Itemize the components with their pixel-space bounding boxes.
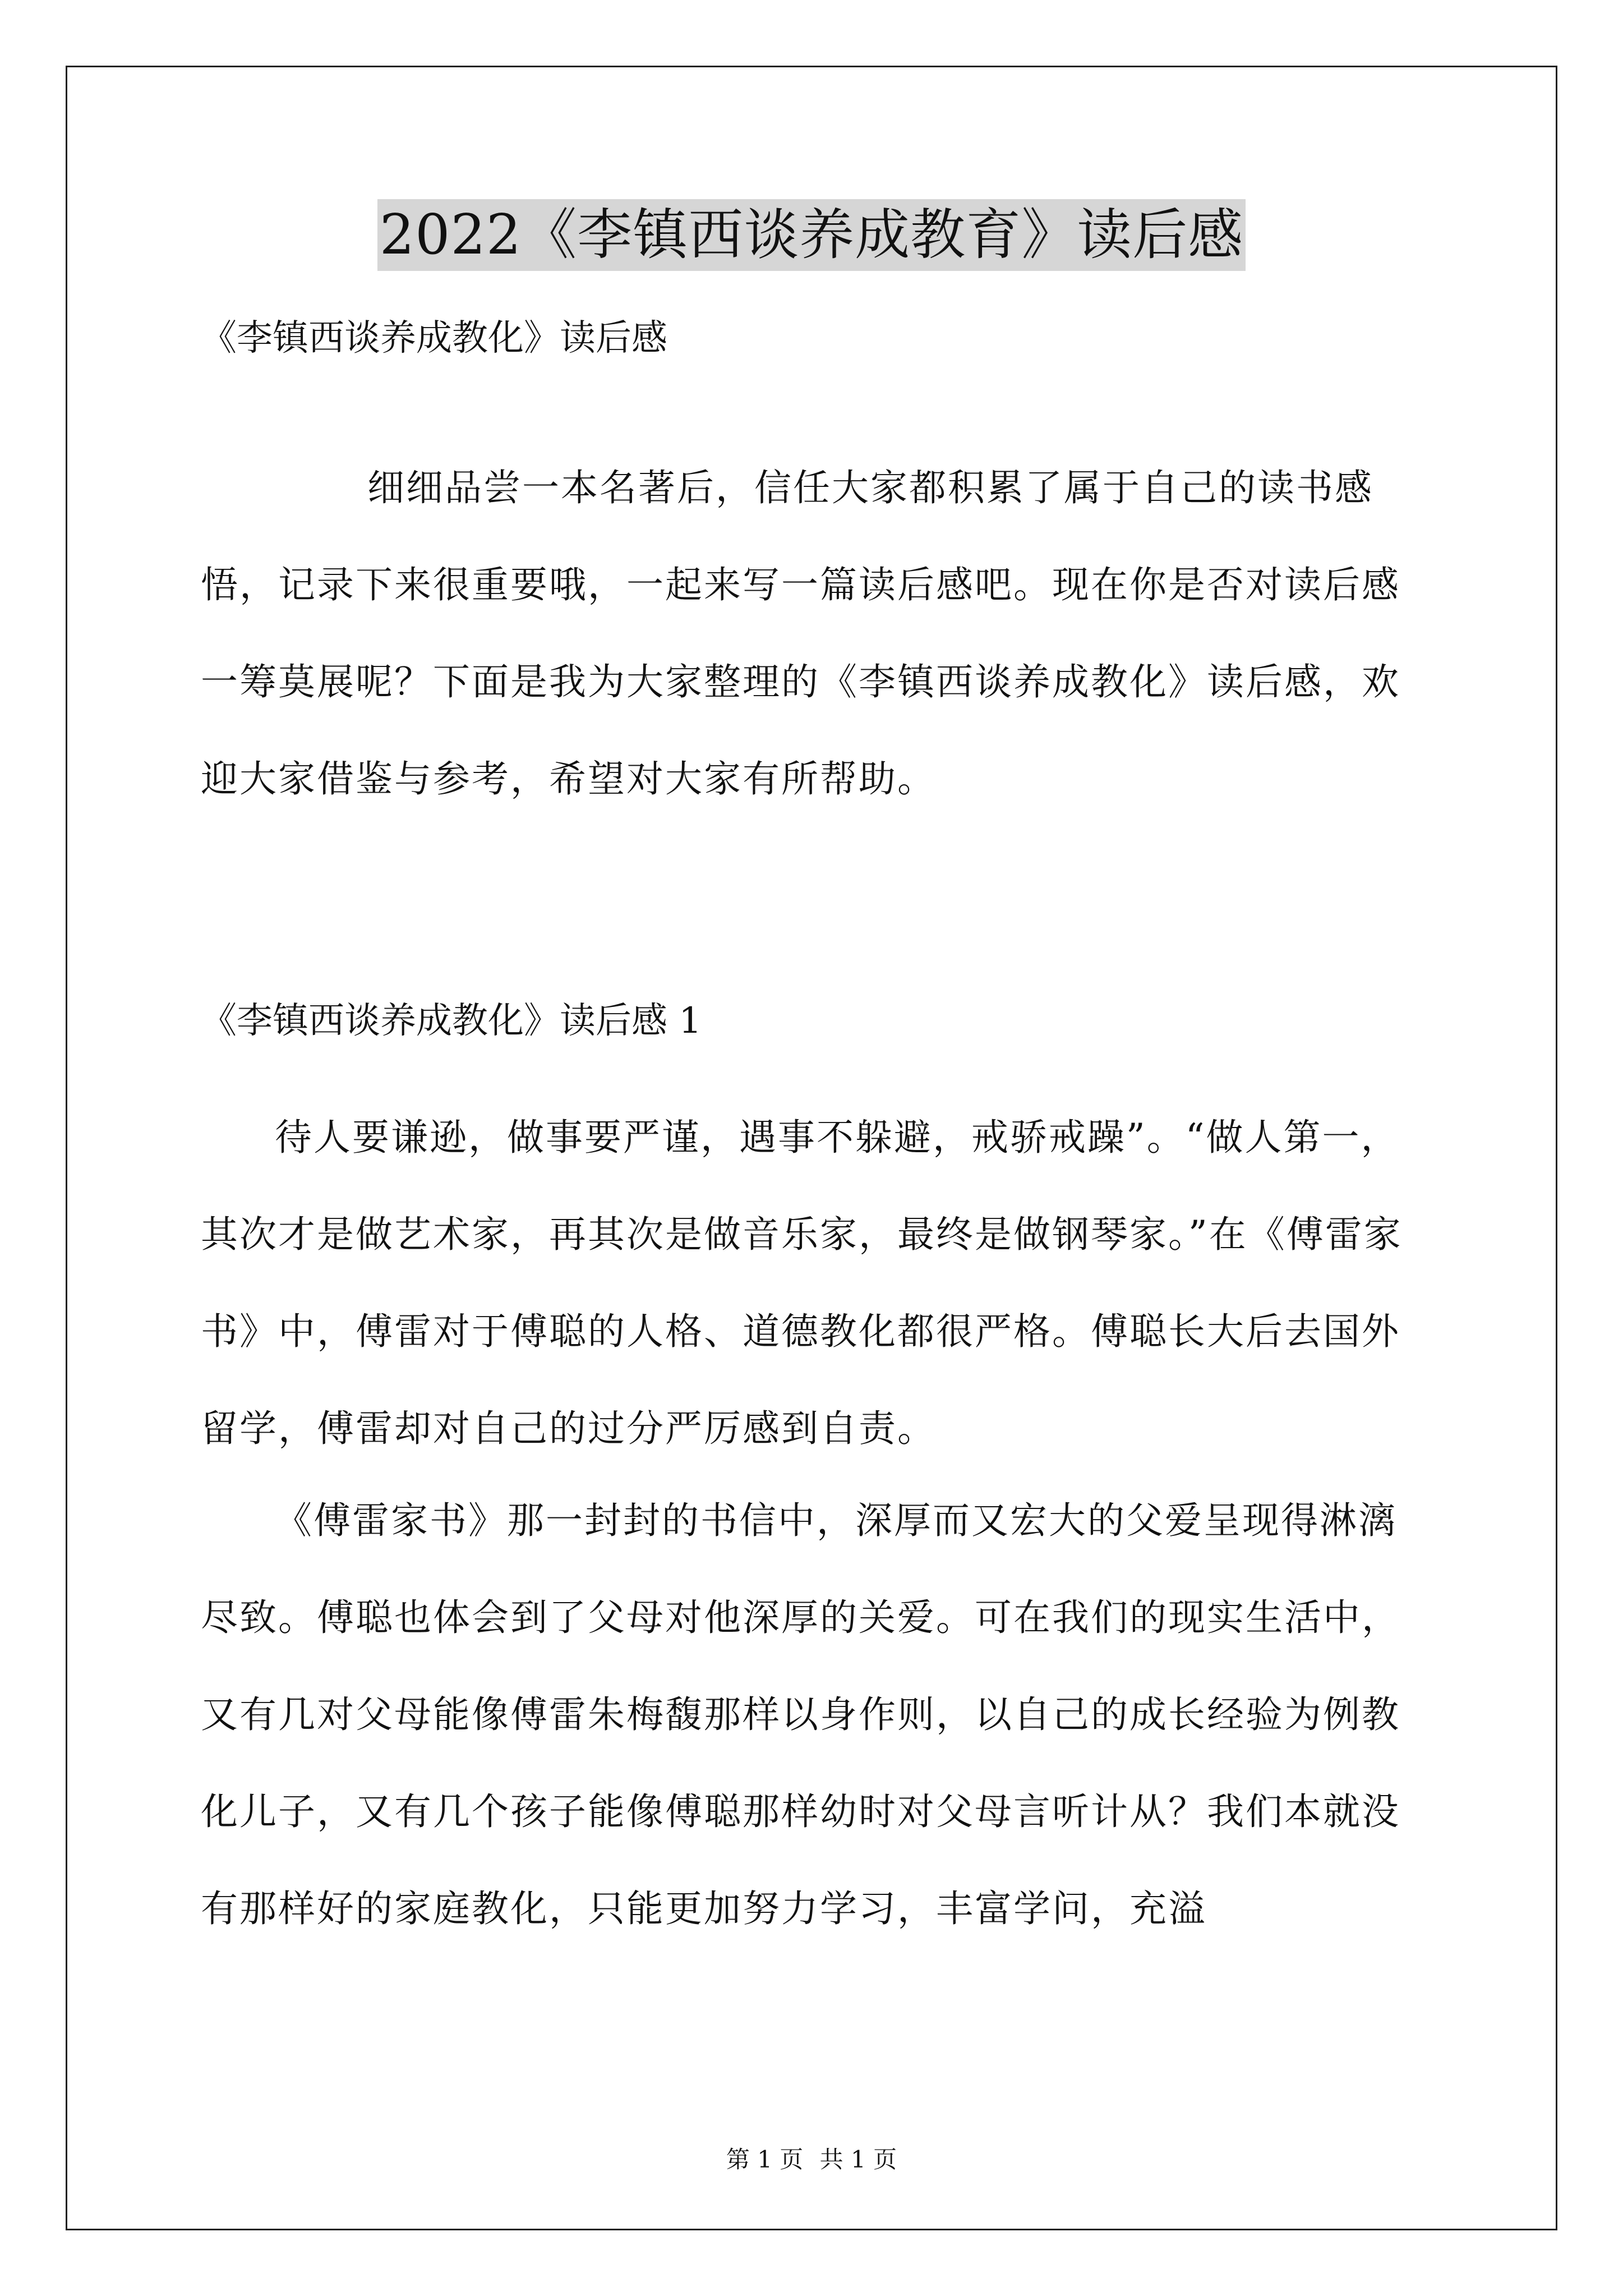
document-title: 2022《李镇西谈养成教育》读后感 [377, 199, 1246, 271]
page-footer [0, 2144, 1623, 2175]
section1-paragraph-1: 待人要谦逊，做事要严谨，遇事不躲避，戒骄戒躁”。“做人第一，其次才是做艺术家，再其次是做音乐家，最终是做钢琴家。”在《傅雷家书》中，傅雷对于傅聪的人格、道德教化都很严格。傅聪长大后去国外留学，傅雷却对自己的过分严厉感到自责。 [201, 1116, 1403, 1450]
subheading-main: 《李镇西谈养成教化》读后感 [201, 318, 667, 359]
intro-paragraph: 细细品尝一本名著后，信任大家都积累了属于自己的读书感悟，记录下来很重要哦，一起来写一篇读后感吧。现在你是否对读后感一筹莫展呢？下面是我为大家整理的《李镇西谈养成教化》读后感，欢迎大家借鉴与参考，希望对大家有所帮助。 [201, 466, 1400, 800]
page-number: 第 1 页 [726, 2146, 804, 2173]
title-container [0, 199, 1623, 271]
section1-paragraph-2: 《傅雷家书》那一封封的书信中，深厚而又宏大的父爱呈现得淋漓尽致。傅聪也体会到了父母对他深厚的关爱。可在我们的现实生活中，又有几对父母能像傅雷朱梅馥那样以身作则，以自己的成长经验为例教化儿子，又有几个孩子能像傅聪那样幼时对父母言听计从？我们本就没有那样好的家庭教化，只能更加努力学习，丰富学问，充溢 [201, 1499, 1400, 1930]
section1-heading: 《李镇西谈养成教化》读后感 1 [201, 1000, 702, 1042]
page-total: 共 1 页 [819, 2146, 897, 2173]
